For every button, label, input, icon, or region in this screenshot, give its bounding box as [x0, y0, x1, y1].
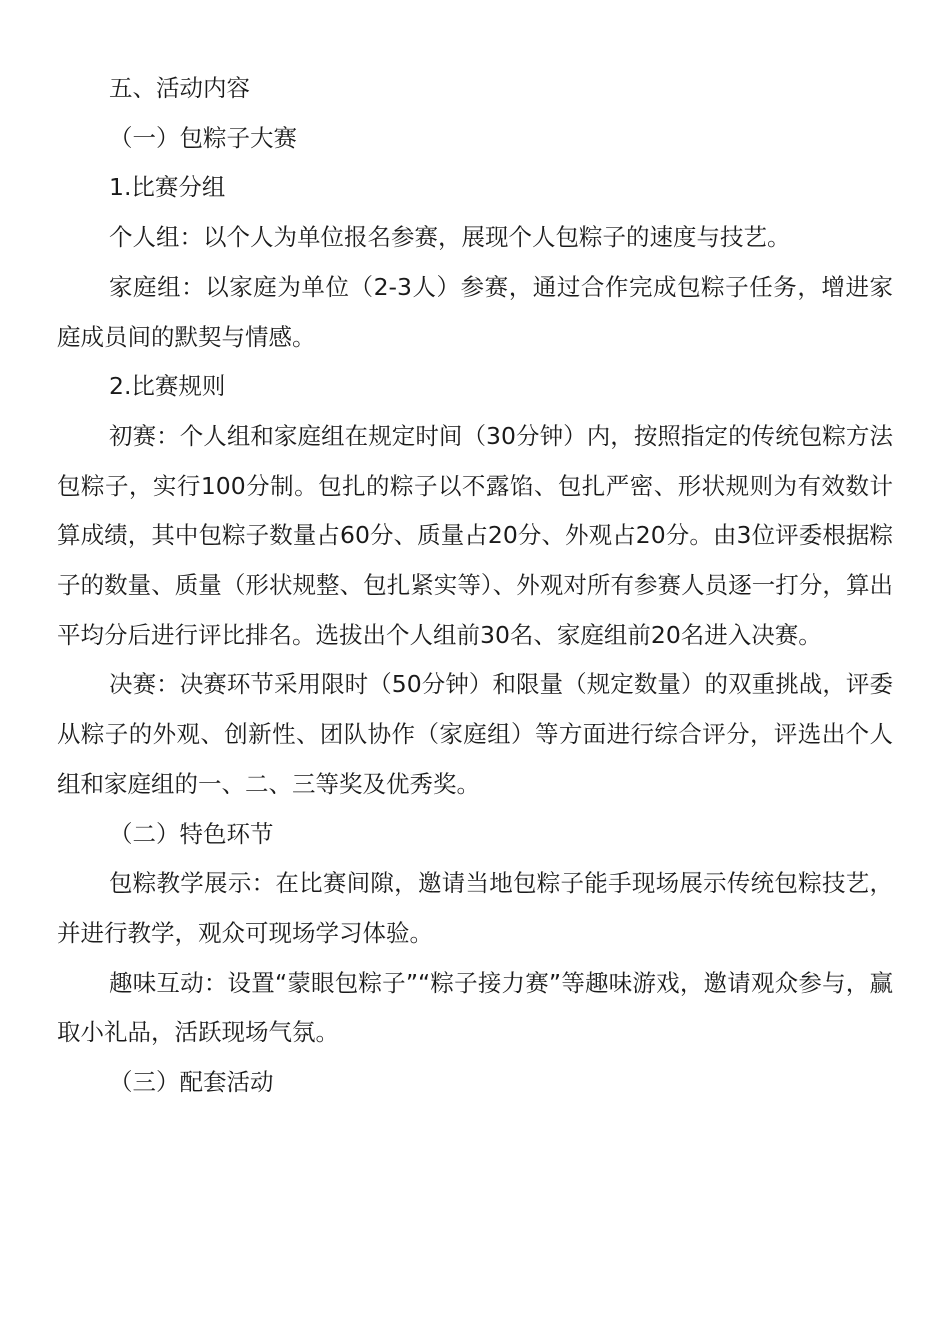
paragraph-fun-interaction: 趣味互动：设置“蒙眼包粽子”“粽子接力赛”等趣味游戏，邀请观众参与，赢取小礼品，活跃现场气氛。 [57, 968, 893, 1047]
document-page [57, 64, 893, 1108]
paragraph-teaching-demo: 包粽教学展示：在比赛间隙，邀请当地包粽子能手现场展示传统包粽技艺，并进行教学，观众可现场学习体验。 [57, 869, 893, 947]
paragraph-final: 决赛：决赛环节采用限时（50分钟）和限量（规定数量）的双重挑战，评委从粽子的外观、创新性、团队协作（家庭组）等方面进行综合评分，评选出个人组和家庭组的一、二、三等奖及优秀奖。 [57, 670, 893, 798]
subsection-title-1: （一）包粽子大赛 [109, 123, 297, 152]
subsection-title-2: （二）特色环节 [109, 819, 274, 848]
subsection-title-3: （三）配套活动 [109, 1068, 274, 1097]
item-title-2: 2.比赛规则 [109, 372, 226, 401]
paragraph-individual-group: 个人组：以个人为单位报名参赛，展现个人包粽子的速度与技艺。 [109, 223, 791, 252]
paragraph-family-group: 家庭组：以家庭为单位（2-3人）参赛，通过合作完成包粽子任务，增进家庭成员间的默契与情感。 [57, 272, 893, 351]
item-title-1: 1.比赛分组 [109, 173, 226, 202]
paragraph-preliminary: 初赛：个人组和家庭组在规定时间（30分钟）内，按照指定的传统包粽方法包粽子，实行100分制。包扎的粽子以不露馅、包扎严密、形状规则为有效数计算成绩，其中包粽子数量占60分、质量占20分、外观占20分。由3位评委根据粽子的数量、质量（形状规整、包扎紧实等）、外观对所有参赛人员逐一打分，算出平均分后进行评比排名。选拔出个人组前30名、家庭组前20名进入决赛。 [57, 421, 893, 649]
section-title: 五、活动内容 [109, 74, 250, 102]
